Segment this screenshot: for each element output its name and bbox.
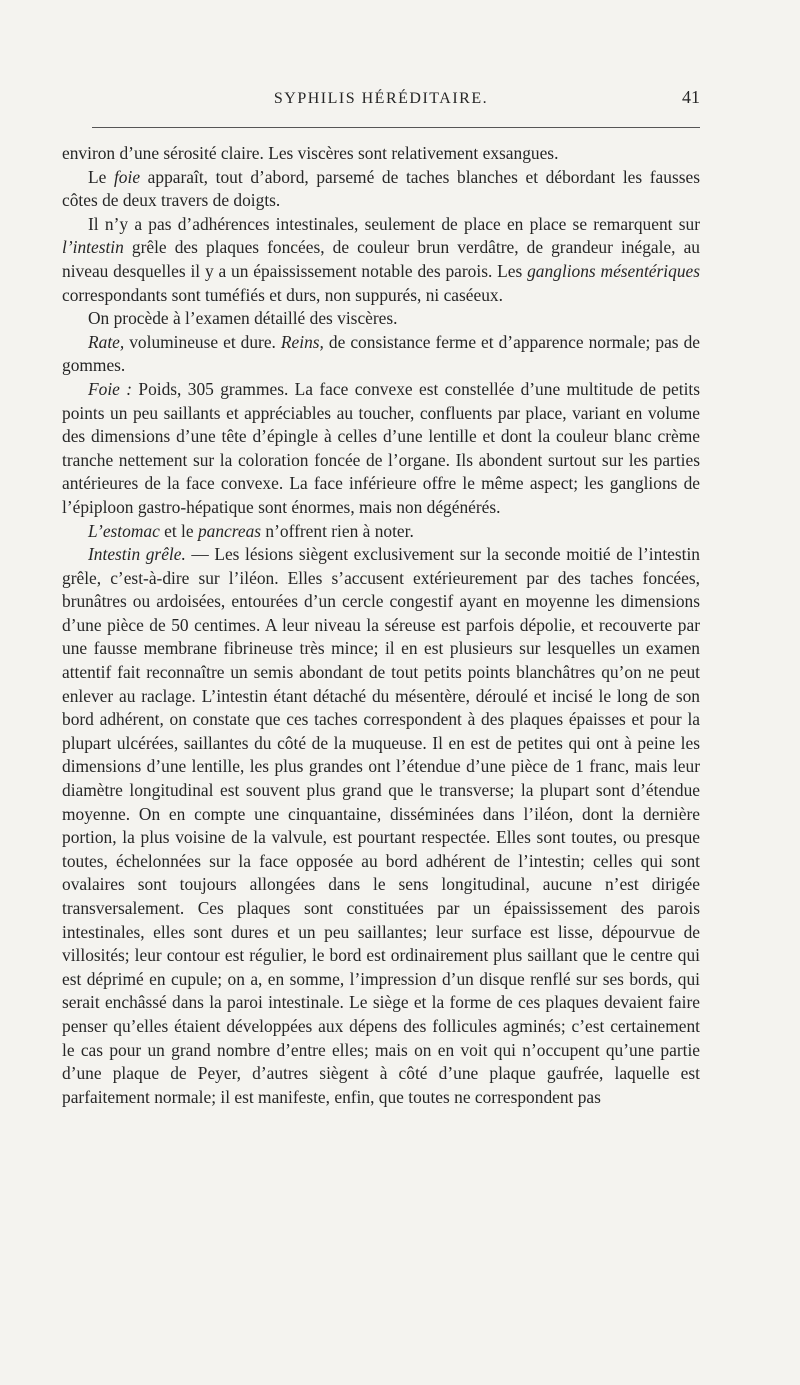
- italic-term: pancreas: [197, 520, 262, 541]
- paragraph-8: Intestin grêle. — Les lésions siègent exclusivement sur la seconde moitié de l’intestin grêle, c’est-à-dire sur l’iléon. Elles s’accusent extérieurement par des taches foncées, brunâtres ou ardoisées, entourées d’un cercle congestif ayant en moyenne les dimensions d’une pièce de 50 centimes. A leur niveau la séreuse est parfois dépolie, et recouverte par une fausse membrane fibrineuse très mince; il en est plusieurs sur lesquelles un examen attentif fait reconnaître un semis abondant de tout petits points blanchâtres qu’on ne peut enlever au raclage. L’intestin étant détaché du mésentère, déroulé et incisé le long de son bord adhérent, on constate que ces taches correspondent à des plaques épaisses et pour la plupart ulcérées, saillantes du côté de la muqueuse. Il en est de petites qui ont à peine les dimensions d’une lentille, les plus grandes ont l’étendue d’une pièce de 1 franc, mais leur diamètre longitudinal est souvent plus grand que le transverse; la plupart sont d’étendue moyenne. On en compte une cinquantaine, disséminées dans l’iléon, dont la dernière portion, la plus voisine de la valvule, est pourtant respectée. Elles sont toutes, ou presque toutes, échelonnées sur la face opposée au bord adhérent de l’intestin; celles qui sont ovalaires sont toujours allongées dans le sens longitudinal, aucune n’est dirigée transversalement. Ces plaques sont constituées par un épaississement des parois intestinales, elles sont dures et un peu saillantes; leur surface est lisse, dépourvue de villosités; leur contour est régulier, le bord est ordinairement plus saillant que le centre qui est déprimé en cupule; on a, en somme, l’impression d’un disque renflé sur ses bords, qui serait enchâssé dans la paroi intestinale. Le siège et la forme de ces plaques devaient faire penser qu’elles étaient développées aux dépens des follicules agminés; c’est certainement le cas pour un grand nombre d’entre elles; mais on en voit qui n’occupent qu’une partie d’une plaque de Peyer, d’autres siègent à côté d’une plaque gaufrée, laquelle est parfaitement normale; il est manifeste, enfin, que toutes ne correspondent pas: [62, 544, 700, 1107]
- italic-term: Reins,: [280, 331, 324, 352]
- italic-term: ganglions mésentériques: [527, 260, 700, 281]
- italic-term: l’intestin: [62, 237, 124, 258]
- paragraph-2: Le foie apparaît, tout d’abord, parsemé de taches blanches et débordant les fausses côtes de deux travers de doigts.: [62, 166, 700, 211]
- paragraph-3: Il n’y a pas d’adhérences intestinales, seulement de place en place se remarquent sur l’intestin grêle des plaques foncées, de couleur brun verdâtre, de grandeur inégale, au niveau desquelles il y a un épaississement notable des parois. Les ganglions mésentériques correspondants sont tuméfiés et durs, non suppurés, ni caséeux.: [62, 213, 700, 305]
- italic-term: Foie :: [88, 378, 133, 399]
- italic-term: L’estomac: [88, 520, 160, 541]
- paragraph-6: Foie : Poids, 305 grammes. La face convexe est constellée d’une multitude de petits points un peu saillants et appréciables au toucher, confluents par place, variant en volume des dimensions d’une tête d’épingle à celles d’une lentille et dont la couleur blanc crème tranche nettement sur la coloration foncée de l’organe. Ils abondent surtout sur les parties antérieures de la face convexe. La face inférieure offre le même aspect; les ganglions de l’épiploon gastro-hépatique sont énormes, mais non dégénérés.: [62, 378, 700, 517]
- running-header: [62, 87, 700, 112]
- running-title: SYPHILIS HÉRÉDITAIRE.: [273, 90, 489, 107]
- paragraph-1: environ d’une sérosité claire. Les viscères sont relativement exsangues.: [62, 143, 559, 163]
- italic-term: Rate,: [88, 331, 125, 352]
- italic-term: Intestin grêle.: [88, 544, 186, 565]
- page-number: 41: [682, 87, 700, 107]
- paragraph-5: Rate, volumineuse et dure. Reins, de consistance ferme et d’apparence normale; pas de gommes.: [62, 331, 700, 376]
- paragraph-7: L’estomac et le pancreas n’offrent rien à noter.: [88, 520, 414, 541]
- paragraph-4: On procède à l’examen détaillé des viscères.: [88, 308, 398, 329]
- italic-term: foie: [113, 166, 141, 187]
- header-rule: [92, 127, 700, 128]
- body-text: [62, 142, 700, 1109]
